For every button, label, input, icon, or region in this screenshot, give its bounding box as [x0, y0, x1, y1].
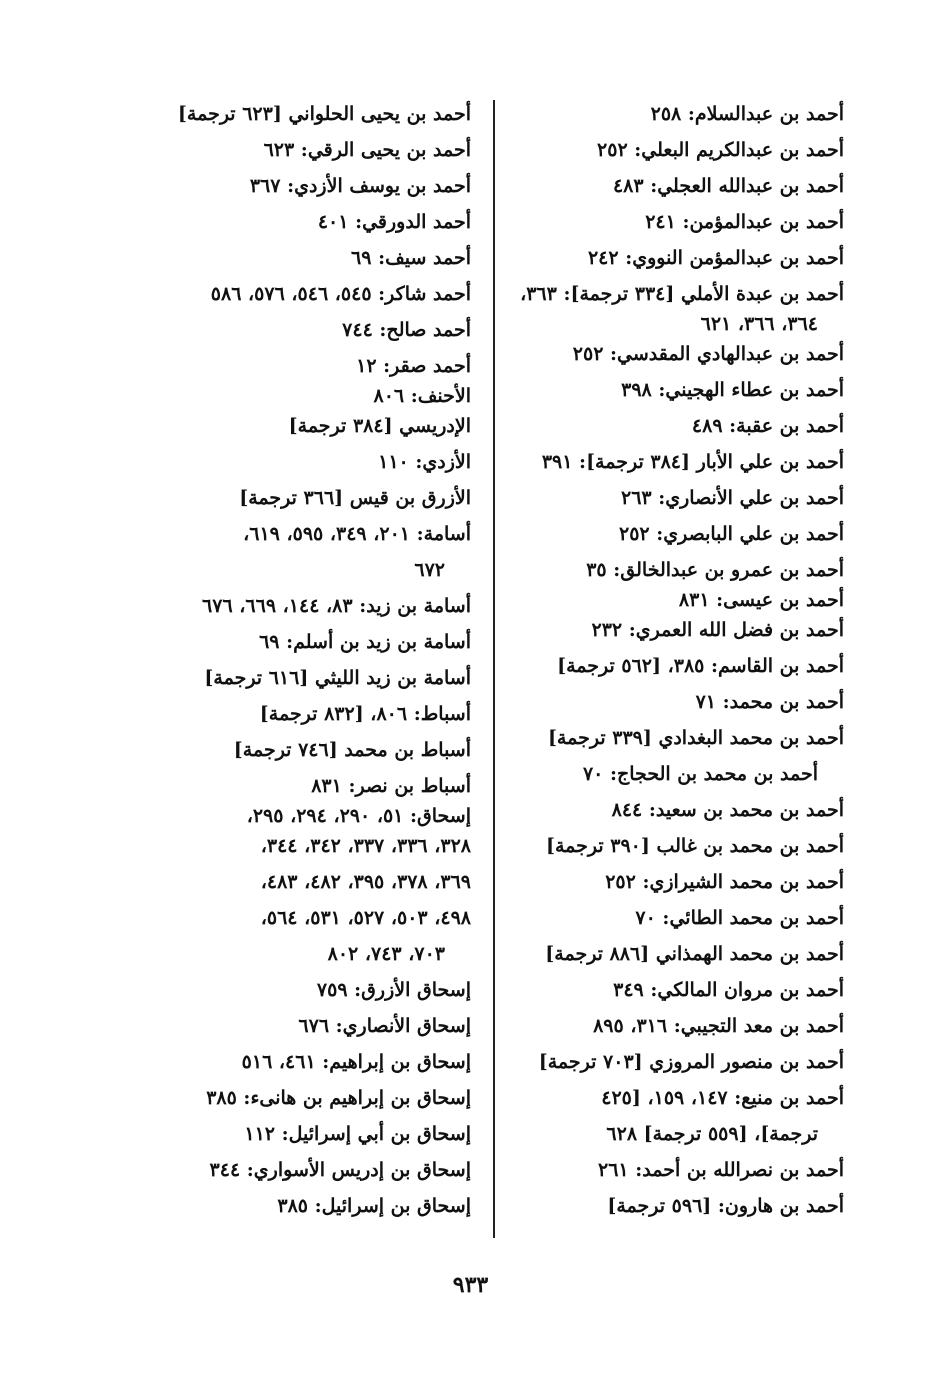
index-entry: أحمد الدورقي: ٤٠١ [317, 211, 471, 233]
index-entry: أسباط بن محمد [٧٤٦ ترجمة] [233, 739, 471, 761]
column-divider [493, 100, 495, 1238]
index-entry: إسحاق بن إدريس الأسواري: ٣٤٤ [209, 1159, 471, 1181]
index-entry: أحمد بن عبدالهادي المقدسي: ٢٥٢ [572, 343, 844, 365]
index-entry: أحمد بن عبدالمؤمن النووي: ٢٤٢ [587, 247, 844, 269]
index-entry-continuation: ٦٧٢ [414, 559, 445, 581]
index-column-right [464, 96, 844, 1224]
index-entry: أحمد بن منصور المروزي [٧٠٣ ترجمة] [538, 1051, 844, 1073]
index-entry: أسامة بن زيد: ٨٣، ١٤٤، ٦٦٩، ٦٧٦ [202, 595, 471, 617]
index-entry-continuation: ٣٦٤، ٣٦٦، ٦٢١ [700, 313, 818, 335]
index-entry: أحمد بن نصرالله بن أحمد: ٢٦١ [598, 1159, 844, 1181]
index-entry-continuation: ٧٠٣، ٧٤٣، ٨٠٢ [327, 943, 445, 965]
index-entry: أحمد صالح: ٧٤٤ [342, 319, 471, 341]
index-entry: أحمد بن عمرو بن عبدالخالق: ٣٥ [586, 559, 844, 581]
index-entry: أحمد بن عبدالكريم البعلي: ٢٥٢ [597, 139, 844, 161]
index-entry: أحمد صقر: ١٢ [356, 355, 471, 377]
index-entry-continuation: ٣٢٨، ٣٣٦، ٣٣٧، ٣٤٢، ٣٤٤، [260, 835, 471, 857]
index-entry: أحمد بن فضل الله العمري: ٢٣٢ [591, 619, 844, 641]
index-entry: أسامة: ٢٠١، ٣٤٩، ٥٩٥، ٦١٩، [243, 523, 471, 545]
index-entry: إسحاق الأنصاري: ٦٧٦ [298, 1015, 471, 1037]
index-entry: أحمد بن عيسى: ٨٣١ [678, 589, 844, 611]
index-entry-continuation: ترجمة]، [٥٥٩ ترجمة] ٦٢٨ [606, 1123, 818, 1145]
index-entry: أسامة بن زيد الليثي [٦١٦ ترجمة] [204, 667, 471, 689]
index-entry: أحمد بن يحيى الحلواني [٦٢٣ ترجمة] [177, 103, 471, 125]
index-entry: الأزرق بن قيس [٣٦٦ ترجمة] [239, 487, 471, 509]
index-entry: إسحاق: ٥١، ٢٩٠، ٢٩٤، ٢٩٥، [246, 805, 471, 827]
index-entry: أحمد بن محمد بن غالب [٣٩٠ ترجمة] [545, 835, 844, 857]
index-entry: أحمد شاكر: ٥٤٥، ٥٤٦، ٥٧٦، ٥٨٦ [210, 283, 471, 305]
index-entry-continuation: ٤٩٨، ٥٠٣، ٥٢٧، ٥٣١، ٥٦٤، [260, 907, 471, 929]
index-entry: أحمد بن عبدالله العجلي: ٤٨٣ [612, 175, 844, 197]
index-entry: أحمد سيف: ٦٩ [351, 247, 471, 269]
index-entry: أحمد بن محمد بن الحجاج: ٧٠ [582, 763, 818, 785]
index-entry: أحمد بن علي البابصري: ٢٥٢ [618, 523, 844, 545]
index-entry: أسباط بن نصر: ٨٣١ [311, 775, 471, 797]
index-entry: أحمد بن مروان المالكي: ٣٤٩ [613, 979, 844, 1001]
index-entry: أحمد بن محمد بن سعيد: ٨٤٤ [611, 799, 844, 821]
index-entry: إسحاق بن أبي إسرائيل: ١١٢ [244, 1123, 471, 1145]
index-entry: أحمد بن عبدالسلام: ٢٥٨ [650, 103, 844, 125]
index-entry: إسحاق بن إبراهيم: ٤٦١، ٥١٦ [241, 1051, 471, 1073]
index-entry: أسباط: ٨٠٦، [٨٣٢ ترجمة] [259, 703, 471, 725]
index-entry: أحمد بن محمد الهمذاني [٨٨٦ ترجمة] [545, 943, 844, 965]
index-entry: إسحاق الأزرق: ٧٥٩ [316, 979, 471, 1001]
index-entry-continuation: ٣٦٩، ٣٧٨، ٣٩٥، ٤٨٢، ٤٨٣، [260, 871, 471, 893]
index-entry: أحمد بن القاسم: ٣٨٥، [٥٦٢ ترجمة] [557, 655, 844, 677]
index-entry: الإدريسي [٣٨٤ ترجمة] [288, 415, 471, 437]
index-entry: أحمد بن محمد الطائي: ٧٠ [635, 907, 844, 929]
index-entry: أحمد بن يحيى الرقي: ٦٢٣ [263, 139, 471, 161]
index-entry: أحمد بن محمد البغدادي [٣٣٩ ترجمة] [547, 727, 844, 749]
index-entry: الأحنف: ٨٠٦ [373, 385, 471, 407]
index-entry: أحمد بن محمد الشيرازي: ٢٥٢ [605, 871, 844, 893]
index-column-left [121, 96, 471, 1224]
index-entry: الأزدي: ١١٠ [378, 451, 471, 473]
index-entry: أحمد بن عبدة الأملي [٣٣٤ ترجمة]: ٣٦٣، [520, 283, 844, 305]
index-entry: إسحاق بن إبراهيم بن هانىء: ٣٨٥ [206, 1087, 471, 1109]
index-entry: أحمد بن علي الأبار [٣٨٤ ترجمة]: ٣٩١ [541, 451, 844, 473]
index-entry: أحمد بن محمد: ٧١ [695, 691, 844, 713]
index-entry: أحمد بن يوسف الأزدي: ٣٦٧ [249, 175, 471, 197]
index-entry: أحمد بن عبدالمؤمن: ٢٤١ [645, 211, 844, 233]
index-entry: أحمد بن هارون: [٥٩٦ ترجمة] [607, 1195, 844, 1217]
index-entry: أحمد بن معد التجيبي: ٣١٦، ٨٩٥ [593, 1015, 844, 1037]
index-entry: إسحاق بن إسرائيل: ٣٨٥ [277, 1195, 471, 1217]
index-entry: أحمد بن منيع: ١٤٧، ١٥٩، [٤٢٥ [601, 1087, 844, 1109]
index-entry: أحمد بن علي الأنصاري: ٢٦٣ [620, 487, 844, 509]
page-number: ٩٣٣ [452, 1272, 489, 1298]
index-entry: أسامة بن زيد بن أسلم: ٦٩ [259, 631, 471, 653]
index-entry: أحمد بن عطاء الهجيني: ٣٩٨ [621, 379, 844, 401]
index-entry: أحمد بن عقبة: ٤٨٩ [691, 415, 844, 437]
